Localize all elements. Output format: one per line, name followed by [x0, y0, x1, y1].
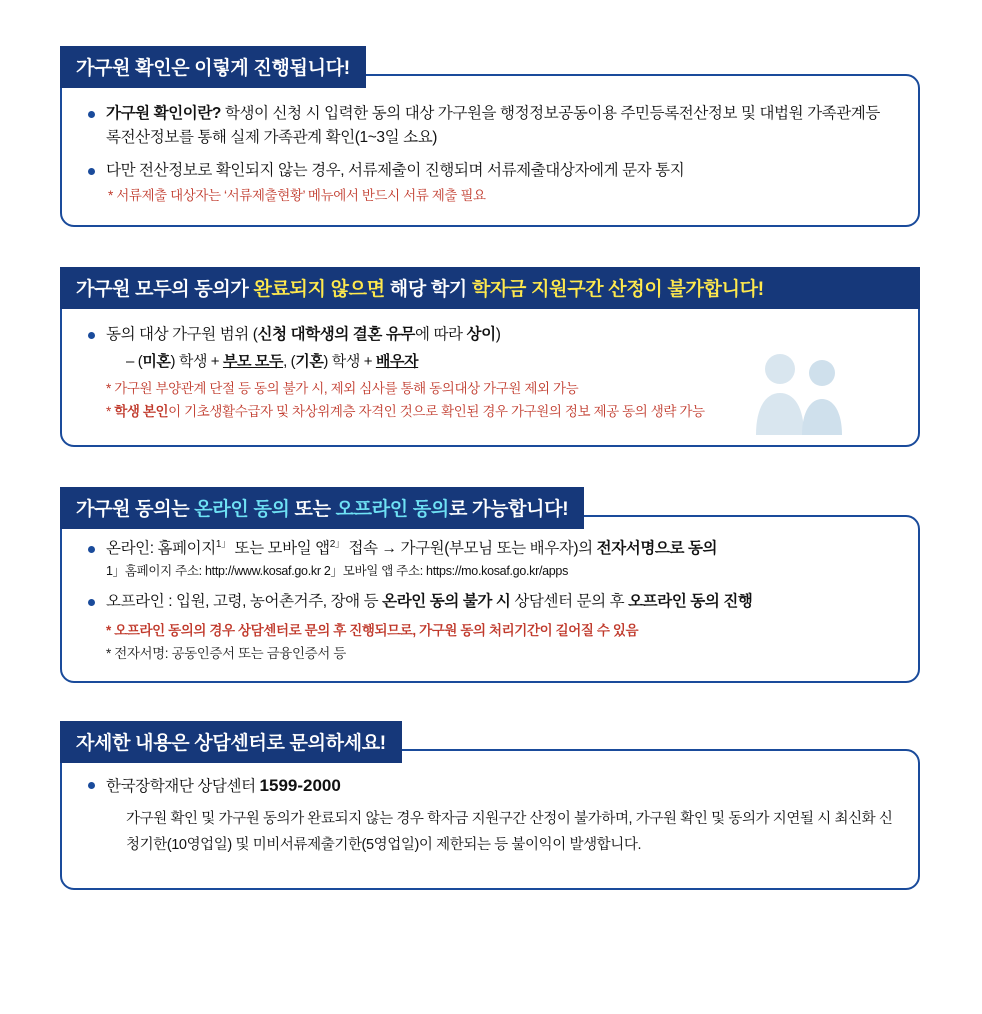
header-part-highlight: 오프라인 동의: [335, 498, 449, 520]
list-item: [88, 323, 894, 423]
list-item-text: 다만 전산정보로 확인되지 않는 경우, 서류제출이 진행되며 서류제출대상자에게 문자 통지: [106, 162, 685, 180]
header-part-highlight: 학자금 지원구간 산정이 불가합니다!: [471, 278, 764, 300]
section-household-check: [60, 46, 920, 227]
list-item-text: 온라인: 홈페이지$^{1」}$ 또는 모바일 앱$^{2」}$ 접속 → 가구원(부모님 또는 배우자)의 전자서명으로 동의: [106, 538, 718, 557]
bold-phrase: 신청 대학생의 결혼 유무: [257, 325, 415, 343]
bullet-list: [88, 102, 894, 183]
list-item: [88, 590, 894, 665]
header-part: 또는: [289, 498, 336, 520]
note-text: * 서류제출 대상자는 ‘서류제출현황’ 메뉴에서 반드시 서류 제출 필요: [108, 188, 486, 204]
list-item: [88, 537, 894, 581]
section-header-consent-method: [60, 487, 584, 529]
section-consent-required: [60, 267, 920, 447]
sub-line: – (미혼) 학생 + 부모 모두, (기혼) 학생 + 배우자: [126, 352, 419, 370]
note-text: * 가구원 부양관계 단절 등 동의 불가 시, 제외 심사를 통해 동의대상 가구원 제외 가능: [106, 380, 579, 396]
bullet-list: [88, 323, 894, 423]
list-item: [88, 773, 894, 858]
header-part: 해당 학기: [384, 278, 472, 300]
section-header-contact: 자세한 내용은 상담센터로 문의하세요!: [60, 721, 402, 763]
document-page: [0, 46, 982, 1014]
section-contact: [60, 721, 920, 890]
contact-phone-number: 1599-2000: [259, 775, 341, 795]
list-item-lead: 가구원 확인이란?: [106, 105, 221, 122]
bold-phrase: 상이: [466, 325, 496, 343]
bullet-list: [88, 773, 894, 858]
list-item-text: 오프라인 : 입원, 고령, 농어촌거주, 장애 등 온라인 동의 불가 시 상담센터 문의 후 오프라인 동의 진행: [106, 592, 753, 610]
list-item: [88, 102, 894, 150]
section-header-consent-required: [60, 267, 920, 309]
header-part-highlight: 온라인 동의: [194, 498, 290, 520]
bullet-list: [88, 537, 894, 665]
section-body-consent-method: [60, 515, 920, 683]
note-text: * 오프라인 동의의 경우 상담센터로 문의 후 진행되므로, 가구원 동의 처리기간이 길어질 수 있음: [106, 622, 639, 638]
bold-phrase: 학생 본인: [114, 404, 169, 420]
section-body-contact: [60, 749, 920, 890]
section-header-household-check: 가구원 확인은 이렇게 진행됩니다!: [60, 46, 366, 88]
bold-phrase: 온라인 동의 불가 시: [382, 592, 511, 610]
contact-paragraph: 가구원 확인 및 가구원 동의가 완료되지 않는 경우 학자금 지원구간 산정이 불가하며, 가구원 확인 및 동의가 지연될 시 최신화 신청기한(10영업일) 및 미비서류제출기한(5영업일)이 제한되는 등 불이익이 발생합니다.: [126, 811, 893, 853]
list-item-text: 동의 대상 가구원 범위 (신청 대학생의 결혼 유무에 따라 상이): [106, 325, 501, 343]
header-part: 가구원 모두의 동의가: [76, 278, 254, 300]
section-body-household-check: [60, 74, 920, 227]
bold-phrase: 전자서명으로 동의: [596, 540, 718, 557]
note-text-2: * 전자서명: 공동인증서 또는 금융인증서 등: [106, 646, 346, 662]
bold-phrase: 오프라인 동의 진행: [628, 592, 753, 610]
header-part: 가구원 동의는: [76, 498, 195, 520]
list-item-text: 학생이 신청 시 입력한 동의 대상 가구원을 행정정보공동이용 주민등록전산정보 및 대법원 가족관계등록전산정보를 통해 실제 가족관계 확인(1~3일 소요): [106, 105, 880, 147]
list-item-text: 한국장학재단 상담센터: [106, 777, 260, 795]
note-text-2: * 학생 본인이 기초생활수급자 및 차상위계층 자격인 것으로 확인된 경우 가구원의 정보 제공 동의 생략 가능: [106, 404, 705, 420]
section-consent-method: [60, 487, 920, 683]
list-item: [88, 159, 894, 183]
url-line: 1」홈페이지 주소: http://www.kosaf.go.kr 2」모바일 앱 주소: https://mo.kosaf.go.kr/apps: [106, 564, 569, 579]
header-part-highlight: 완료되지 않으면: [253, 278, 385, 300]
section-body-consent-required: [60, 295, 920, 447]
header-part: 로 가능합니다!: [448, 498, 569, 520]
